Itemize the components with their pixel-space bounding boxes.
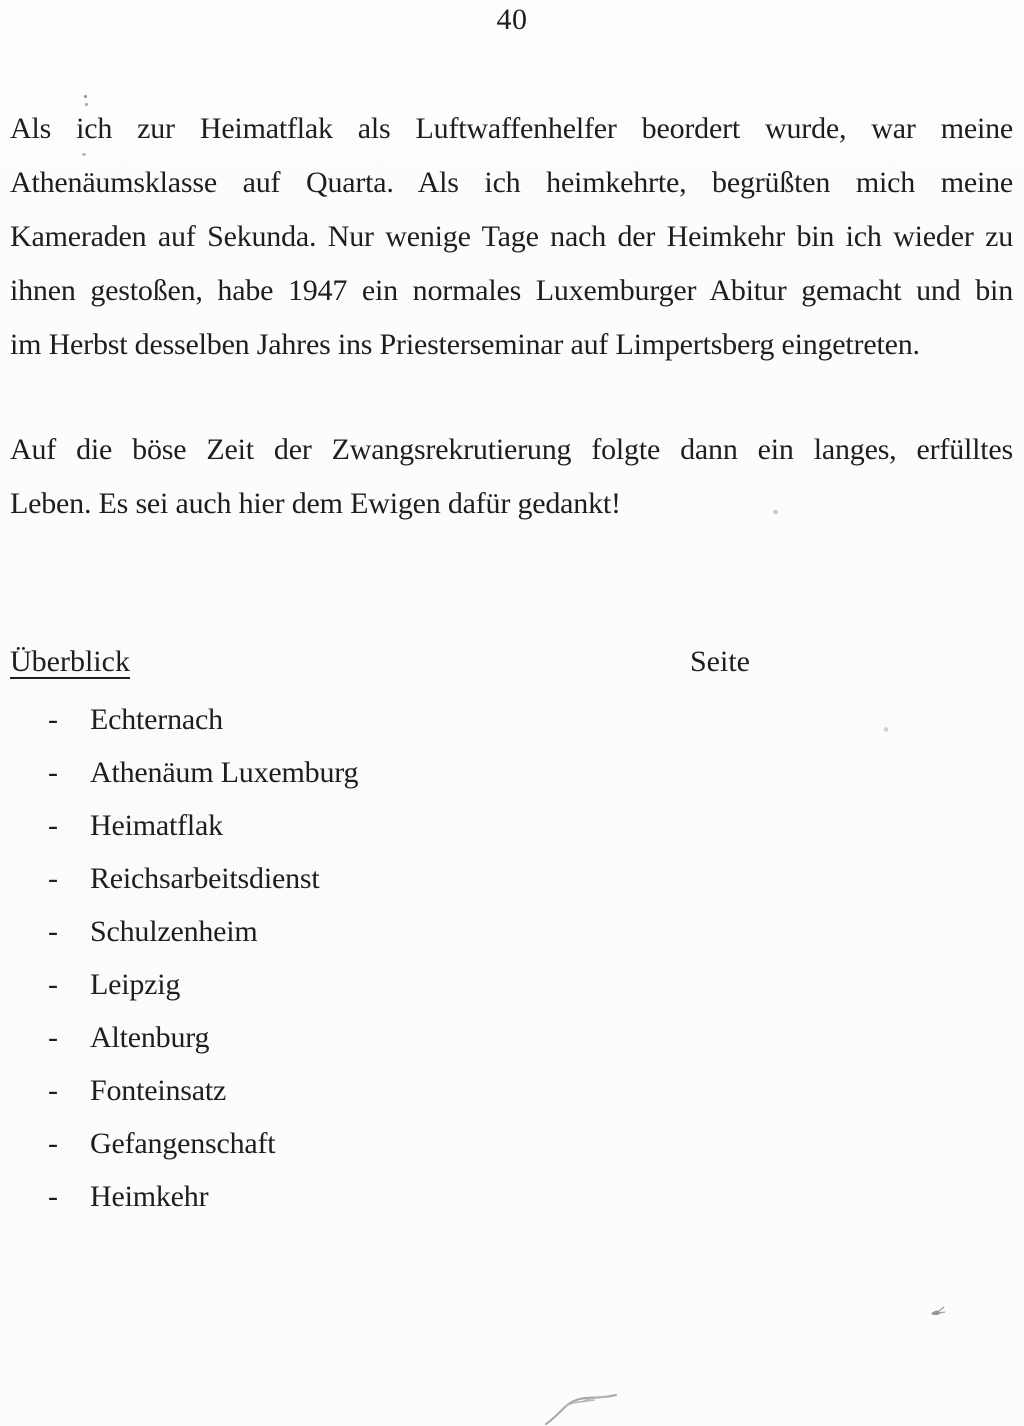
overview-header-row bbox=[10, 635, 1013, 689]
list-item bbox=[10, 958, 1013, 1011]
paragraph-line: Athenäumsklasse auf Quarta. Als ich heimkehrte, begrüßten mich meine bbox=[10, 166, 1013, 199]
overview-list bbox=[10, 693, 1013, 1223]
paragraph-line: Leben. Es sei auch hier dem Ewigen dafür gedankt! bbox=[10, 487, 621, 520]
body-paragraph-2 bbox=[10, 423, 1013, 531]
list-item-label: Reichsarbeitsdienst bbox=[90, 862, 320, 895]
list-item-label: Echternach bbox=[90, 703, 223, 736]
list-item-label: Altenburg bbox=[90, 1021, 210, 1054]
list-item bbox=[10, 1117, 1013, 1170]
list-item bbox=[10, 1011, 1013, 1064]
dash-bullet: - bbox=[48, 862, 58, 895]
dash-bullet: - bbox=[48, 703, 58, 736]
list-item bbox=[10, 799, 1013, 852]
paragraph-line: ihnen gestoßen, habe 1947 ein normales Luxemburger Abitur gemacht und bin bbox=[10, 274, 1013, 307]
list-item bbox=[10, 746, 1013, 799]
list-item-label: Heimkehr bbox=[90, 1180, 209, 1213]
list-item bbox=[10, 852, 1013, 905]
scan-blob-artifact bbox=[928, 1305, 948, 1324]
paragraph-line: Auf die böse Zeit der Zwangsrekrutierung folgte dann ein langes, erfülltes bbox=[10, 433, 1013, 466]
dash-bullet: - bbox=[48, 1180, 58, 1213]
body-paragraph-1 bbox=[10, 102, 1013, 372]
list-item-label: Leipzig bbox=[90, 968, 181, 1001]
dash-bullet: - bbox=[48, 1127, 58, 1160]
page-number: 40 bbox=[496, 3, 528, 36]
paragraph-line: Kameraden auf Sekunda. Nur wenige Tage nach der Heimkehr bin ich wieder zu bbox=[10, 220, 1013, 253]
dash-bullet: - bbox=[48, 1021, 58, 1054]
list-item bbox=[10, 905, 1013, 958]
list-item-label: Heimatflak bbox=[90, 809, 223, 842]
scan-squiggle-artifact bbox=[542, 1386, 626, 1426]
dash-bullet: - bbox=[48, 756, 58, 789]
list-item-label: Schulzenheim bbox=[90, 915, 258, 948]
list-item bbox=[10, 1170, 1013, 1223]
overview-heading: Überblick bbox=[10, 645, 130, 678]
list-item bbox=[10, 693, 1013, 746]
list-item-label: Fonteinsatz bbox=[90, 1074, 227, 1107]
dash-bullet: - bbox=[48, 968, 58, 1001]
dash-bullet: - bbox=[48, 915, 58, 948]
dash-bullet: - bbox=[48, 1074, 58, 1107]
paragraph-line: Als ich zur Heimatflak als Luftwaffenhelfer beordert wurde, war meine bbox=[10, 112, 1013, 145]
scan-speck-artifact bbox=[84, 95, 87, 98]
list-item bbox=[10, 1064, 1013, 1117]
list-item-label: Gefangenschaft bbox=[90, 1127, 276, 1160]
seite-column-header: Seite bbox=[690, 645, 750, 678]
paragraph-line: im Herbst desselben Jahres ins Priesterseminar auf Limpertsberg eingetreten. bbox=[10, 328, 920, 361]
list-item-label: Athenäum Luxemburg bbox=[90, 756, 359, 789]
dash-bullet: - bbox=[48, 809, 58, 842]
